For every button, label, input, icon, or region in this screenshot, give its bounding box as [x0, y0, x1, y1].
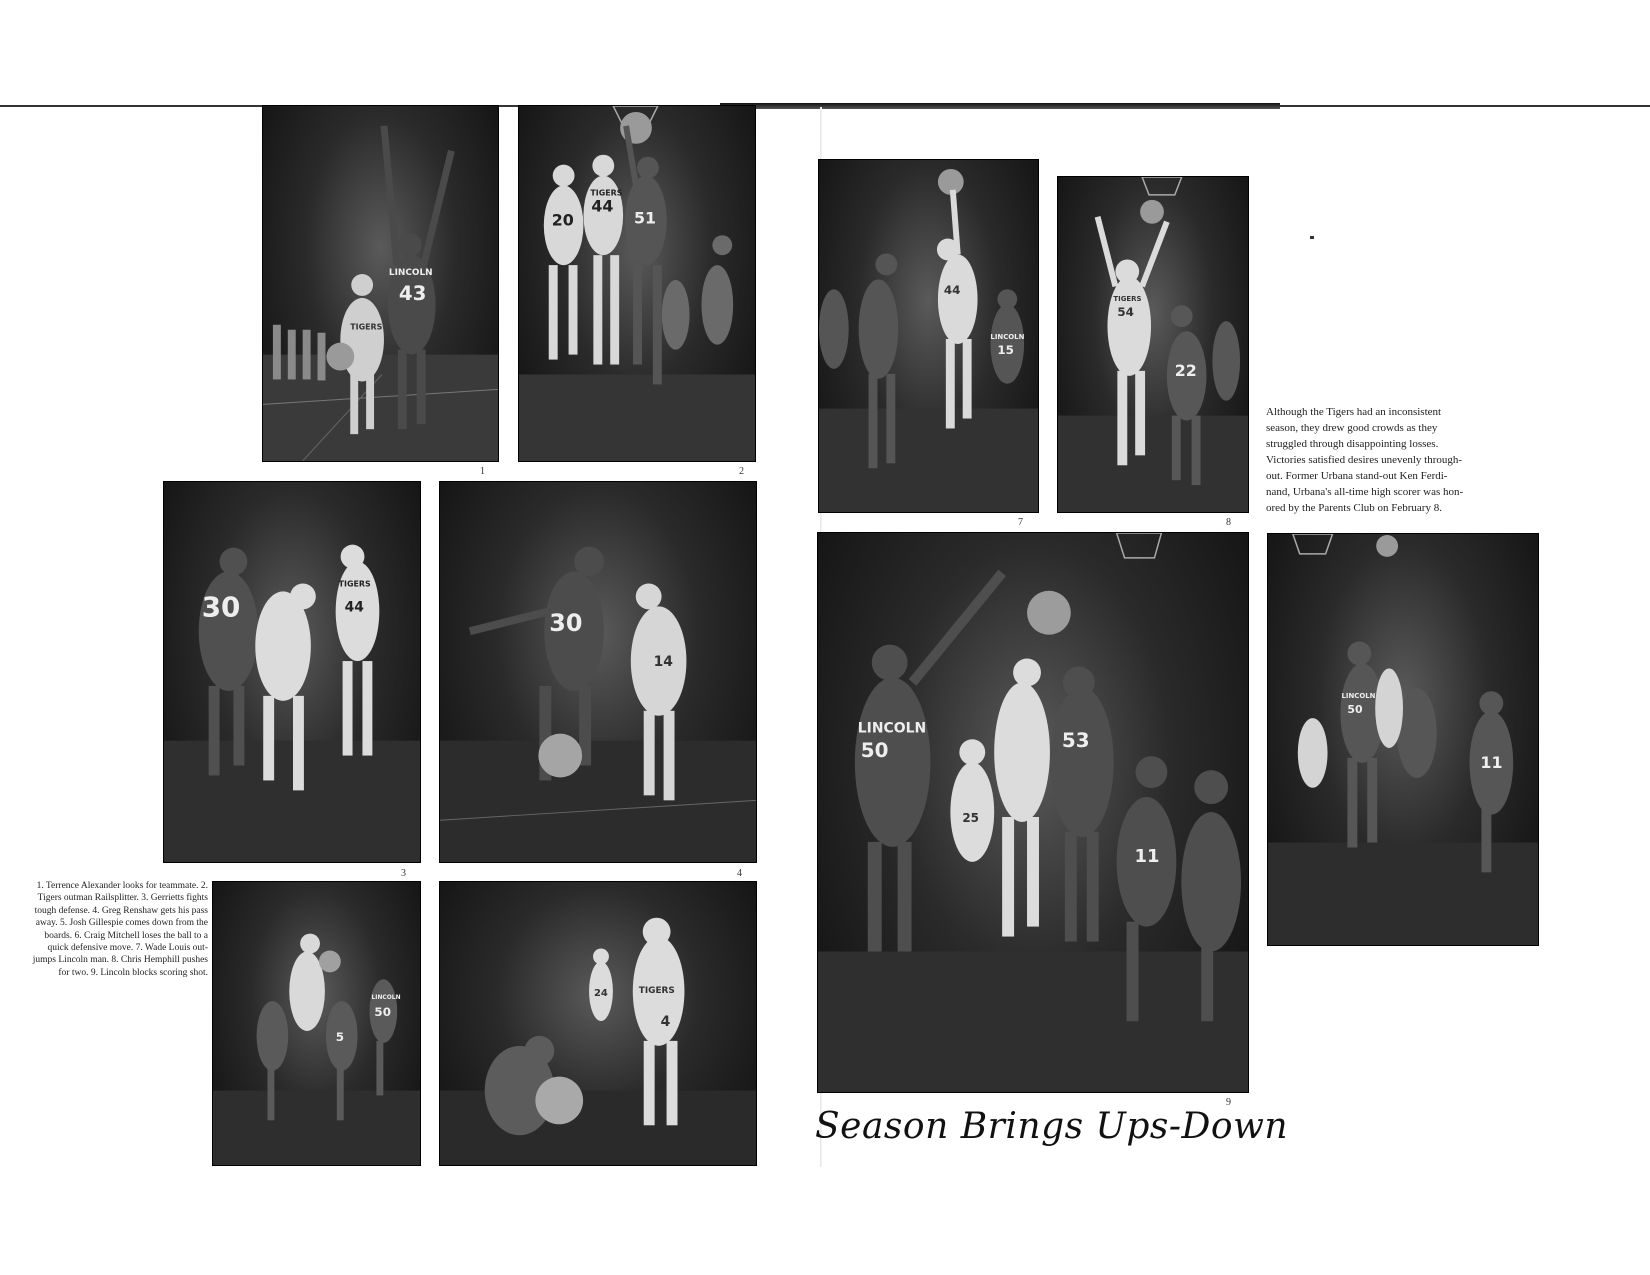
photo-9-number: 9 [1226, 1097, 1231, 1108]
photo-10-jersey-b: 11 [1480, 752, 1503, 772]
caption-line: tough defense. 4. Greg Renshaw gets his pass [34, 905, 208, 916]
story-line: struggled through disappointing losses. [1266, 438, 1439, 450]
print-speck [1310, 236, 1314, 239]
photo-5 [212, 881, 421, 1166]
photo-1 [262, 105, 499, 462]
page-headline: Season Brings Ups-Down [815, 1106, 1289, 1147]
story-line: ored by the Parents Club on February 8. [1266, 502, 1442, 514]
photo-captions [8, 880, 208, 979]
photo-9-image [818, 533, 1248, 1092]
photo-4-number: 4 [737, 868, 742, 879]
caption-line: quick defensive move. 7. Wade Louis out- [47, 943, 208, 954]
photo-8-image [1058, 177, 1248, 512]
photo-6-jersey-a: 24 [594, 988, 608, 1000]
photo-4-jersey-b: 14 [653, 654, 673, 671]
photo-7-image [819, 160, 1038, 512]
photo-2-jersey-c: 51 [634, 208, 657, 228]
photo-7 [818, 159, 1039, 513]
photo-2-jersey-a: 20 [551, 210, 574, 230]
photo-4-image [440, 482, 756, 862]
story-line: out. Former Urbana stand-out Ken Ferdi- [1266, 470, 1448, 482]
photo-7-jersey-b: 15 [997, 342, 1014, 357]
photo-9-jersey-c: 11 [1134, 845, 1160, 867]
photo-3-jersey-a: 30 [201, 590, 241, 624]
photo-8-team-text: TIGERS [1113, 295, 1142, 304]
story-text [1266, 404, 1506, 516]
photo-9-jersey-d: 25 [962, 810, 979, 825]
caption-line: away. 5. Josh Gillespie comes down from the [35, 918, 208, 929]
top-rule-binding [720, 103, 1280, 109]
caption-line: boards. 6. Craig Mitchell loses the ball to a [44, 930, 208, 941]
photo-9-jersey-b: 53 [1061, 729, 1090, 753]
photo-9 [817, 532, 1249, 1093]
story-line: Victories satisfied desires unevenly through- [1266, 454, 1463, 466]
photo-5-jersey-b: 50 [374, 1005, 391, 1020]
photo-10-image [1268, 534, 1538, 945]
photo-3-jersey-b: 44 [344, 599, 364, 616]
story-line: Although the Tigers had an inconsistent [1266, 406, 1442, 418]
photo-2-jersey-b: 44 [591, 196, 614, 216]
photo-3 [163, 481, 421, 863]
photo-3-number: 3 [401, 868, 406, 879]
photo-10-jersey-a: 50 [1347, 703, 1363, 717]
photo-3-team-text: TIGERS [338, 579, 371, 589]
photo-1-team-text: LINCOLN [388, 268, 433, 279]
photo-1-jersey-a: 43 [398, 281, 427, 305]
photo-9-team-text: LINCOLN [857, 720, 927, 737]
caption-line: for two. 9. Lincoln blocks scoring shot. [58, 967, 208, 978]
photo-5-team-text: LINCOLN [371, 994, 401, 1002]
photo-8-jersey-a: 54 [1117, 305, 1134, 320]
photo-2-image [519, 106, 755, 461]
photo-8 [1057, 176, 1249, 513]
photo-10-team-text: LINCOLN [1341, 692, 1376, 701]
photo-6-team-text: TIGERS [638, 986, 675, 997]
photo-7-jersey-a: 44 [943, 283, 961, 298]
photo-6-jersey-b: 4 [660, 1013, 671, 1030]
photo-5-image [213, 882, 420, 1165]
photo-3-image [164, 482, 420, 862]
photo-5-jersey-a: 5 [335, 1029, 345, 1044]
photo-7-team-text: LINCOLN [990, 332, 1025, 341]
photo-10 [1267, 533, 1539, 946]
caption-line: 1. Terrence Alexander looks for teammate. 2. [36, 881, 208, 891]
caption-line: Tigers outman Railsplitter. 3. Gerrietts fights [37, 893, 208, 904]
photo-9-jersey-a: 50 [860, 739, 889, 763]
photo-2 [518, 105, 756, 462]
photo-1-image [263, 106, 498, 461]
photo-2-team-text: TIGERS [590, 188, 623, 198]
story-line: nand, Urbana's all-time high scorer was hon- [1266, 486, 1464, 498]
photo-4 [439, 481, 757, 863]
story-line: season, they drew good crowds as they [1266, 422, 1438, 434]
caption-line: jumps Lincoln man. 8. Chris Hemphill pushes [32, 955, 208, 966]
photo-6 [439, 881, 757, 1166]
photo-1-number: 1 [480, 466, 485, 477]
photo-6-image [440, 882, 756, 1165]
photo-7-number: 7 [1018, 517, 1023, 528]
photo-1-jersey-b: TIGERS [350, 322, 383, 332]
photo-8-jersey-b: 22 [1174, 360, 1197, 380]
photo-2-number: 2 [739, 466, 744, 477]
photo-8-number: 8 [1226, 517, 1231, 528]
photo-4-jersey-a: 30 [549, 609, 583, 638]
